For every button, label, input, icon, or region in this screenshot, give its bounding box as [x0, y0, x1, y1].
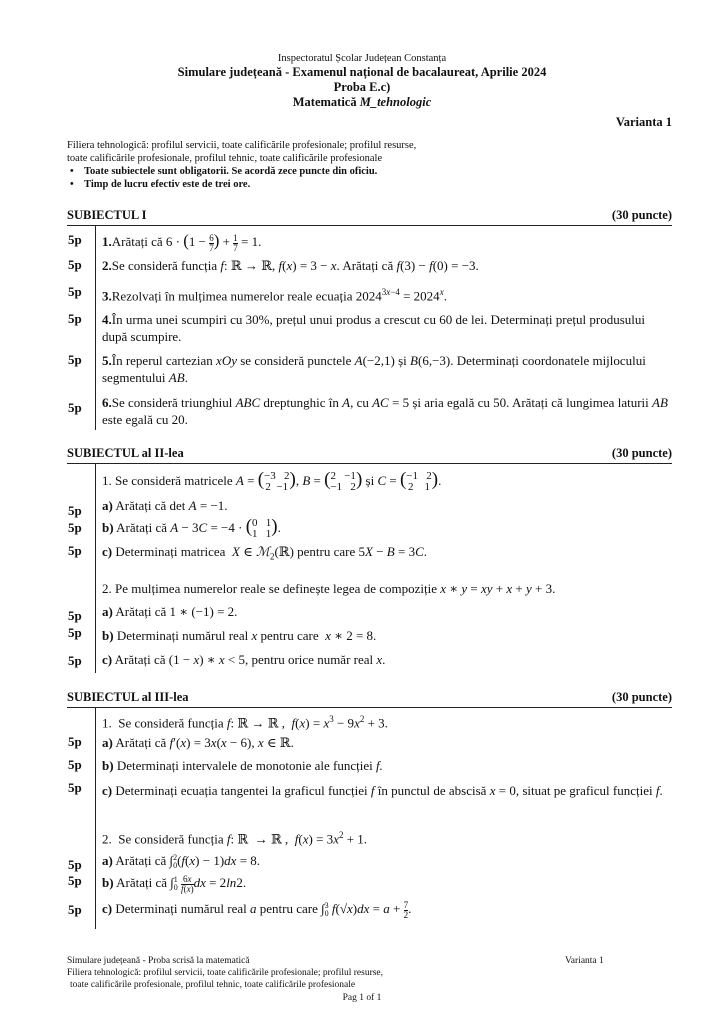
s2-p1-c-points: 5p	[68, 543, 82, 558]
s3-p2-b: b) Arătați că ∫ 1 0 $\frac{6x}{f(x)}$ dx = 2ln2.	[102, 873, 247, 894]
s2-p1-a: a) Arătați că det A = −1.	[102, 498, 228, 513]
rule-bullet-1-text: Toate subiectele sunt obligatorii. Se acordă zece puncte din oficiu.	[84, 166, 378, 177]
subiect-1-rule	[67, 225, 672, 226]
s2-p1-b: b) Arătați că A − 3C = −4 · ( 0 1 1 1 ).	[102, 516, 281, 541]
s1-item-4-points: 5p	[68, 311, 82, 326]
subiect-3-rule	[67, 707, 672, 708]
s3-p1-a-points: 5p	[68, 734, 82, 749]
s2-p2-b: b) Determinați numărul real x pentru care x ∗ 2 = 8.	[102, 628, 377, 643]
rule-bullet-1: • Toate subiectele sunt obligatorii. Se acordă zece puncte din oficiu.	[70, 166, 378, 177]
subiect-2-rule	[67, 463, 672, 464]
s2-p2-a: a) Arătați că 1 ∗ (−1) = 2.	[102, 604, 238, 619]
s3-p2-intro: 2. Se consideră funcția f: ℝ → ℝ , $f(x) = 3x^2 + 1$.	[102, 830, 368, 847]
varianta-label: Varianta 1	[615, 115, 672, 129]
s1-item-6: 6.Se consideră triunghiul ABC dreptunghic în A, cu AC = 5 și aria egală cu 50. Arătați că lungimea laturii AB este egală cu 20.	[102, 395, 668, 427]
s1-item-6-points: 5p	[68, 400, 82, 415]
footer-line-3: toate calificările profesionale, profilul tehnic, toate calificările profesionale	[70, 980, 356, 990]
s3-p1-b-points: 5p	[68, 757, 82, 772]
header-proba: Proba E.c)	[333, 80, 391, 94]
subiect-1-points: (30 puncte)	[611, 208, 672, 222]
s3-p2-a-points: 5p	[68, 857, 82, 872]
s3-p1-a: a) Arătați că f′(x) = 3x(x − 6), x ∈ ℝ.	[102, 735, 294, 750]
subiect-3-points: (30 puncte)	[611, 690, 672, 704]
s3-p2-a: a) Arătați că ∫ 2 0 (f(x) − 1)dx = 8.	[102, 853, 261, 871]
header-exam-title: Simulare județeană - Examenul național de bacalaureat, Aprilie 2024	[177, 65, 547, 79]
s2-p1-intro: 1. Se consideră matricele A = ( −3 2 2 −1 ), B = ( 2 −1 −1 2 ) și C = ( −1 2 2 1 ).	[102, 469, 442, 494]
header-subject-profile: M_tehnologic	[359, 95, 432, 109]
s1-item-1-points: 5p	[68, 232, 82, 247]
s2-p1-a-points: 5p	[68, 503, 82, 518]
s1-item-2: 2.Se consideră funcția f: ℝ → ℝ, f(x) = 3 − x. Arătați că f(3) − f(0) = −3.	[102, 258, 479, 273]
header-inspectorat: Inspectoratul Școlar Județean Constanța	[277, 53, 447, 64]
s2-p2-c: c) Arătați că (1 − x) ∗ x < 5, pentru orice număr real x.	[102, 652, 386, 667]
s3-p1-intro: 1. Se consideră funcția f: ℝ → ℝ , $f(x) = x^3 - 9x^2 + 3$.	[102, 714, 388, 731]
s2-p2-b-points: 5p	[68, 625, 82, 640]
rule-bullet-2-text: Timp de lucru efectiv este de trei ore.	[84, 179, 251, 190]
footer-varianta: Varianta 1	[565, 956, 604, 966]
filiera-line-1: Filiera tehnologică: profilul servicii, toate calificările profesionale; profilul resurse,	[67, 140, 417, 151]
subiect-3-margin-line	[95, 707, 96, 929]
s2-p1-c: c) Determinați matricea X ∈ ℳ$_2$(ℝ) pentru care 5X − B = 3C.	[102, 544, 428, 562]
s3-p2-c-points: 5p	[68, 902, 82, 917]
subiect-1-margin-line	[95, 225, 96, 430]
footer-line-1: Simulare județeană - Proba scrisă la matematică	[67, 956, 250, 966]
s3-p1-c-points: 5p	[68, 780, 82, 795]
s1-item-2-points: 5p	[68, 257, 82, 272]
s3-p2-c: c) Determinați numărul real a pentru care ∫ 3 0 f(√x)dx = a + $\frac{7}{2}$ .	[102, 899, 412, 920]
s1-item-1: 1.Arătați că 6 · (1 − $\frac{6}{7}$ ) + $\frac{1}{7}$ = 1.	[102, 231, 262, 253]
header-subject-prefix: Matematică	[292, 95, 360, 109]
filiera-line-2: toate calificările profesionale, profilul tehnic, toate calificările profesionale	[67, 153, 383, 164]
s2-p2-intro: 2. Pe mulțimea numerelor reale se definește legea de compoziție x ∗ y = xy + x + y + 3.	[102, 581, 556, 596]
subiect-2-title: SUBIECTUL al II-lea	[67, 446, 184, 460]
s1-item-5-points: 5p	[68, 352, 82, 367]
s1-item-3-points: 5p	[68, 284, 82, 299]
s3-p1-c: c) Determinați ecuația tangentei la graficul funcției f în punctul de abscisă x = 0, situat pe graficul funcției f.	[102, 783, 663, 798]
subiect-3-title: SUBIECTUL al III-lea	[67, 690, 189, 704]
subiect-2-margin-line	[95, 463, 96, 673]
subiect-1-title: SUBIECTUL I	[67, 208, 147, 222]
page-number: Pag 1 of 1	[342, 993, 382, 1003]
subiect-2-points: (30 puncte)	[611, 446, 672, 460]
s1-item-3: 3.Rezolvați în mulțimea numerelor reale ecuația $2024^{3x-4} = 2024^x$.	[102, 287, 447, 304]
s3-p1-b: b) Determinați intervalele de monotonie ale funcției f.	[102, 758, 383, 773]
s2-p2-a-points: 5p	[68, 608, 82, 623]
s1-item-4: 4.În urma unei scumpiri cu 30%, prețul unui produs a crescut cu 60 de lei. Determinați prețul produsului după scumpire.	[102, 312, 645, 344]
s3-p2-b-points: 5p	[68, 873, 82, 888]
rule-bullet-2: • Timp de lucru efectiv este de trei ore.	[70, 179, 251, 190]
footer-line-2: Filiera tehnologică: profilul servicii, toate calificările profesionale; profilul resurse,	[67, 968, 384, 978]
s2-p2-c-points: 5p	[68, 653, 82, 668]
s1-item-5: 5.În reperul cartezian xOy se consideră punctele A(−2,1) și B(6,−3). Determinați coordonatele mijlocului segmentului AB.	[102, 353, 646, 385]
s2-p1-b-points: 5p	[68, 520, 82, 535]
header-subject	[0, 95, 724, 110]
